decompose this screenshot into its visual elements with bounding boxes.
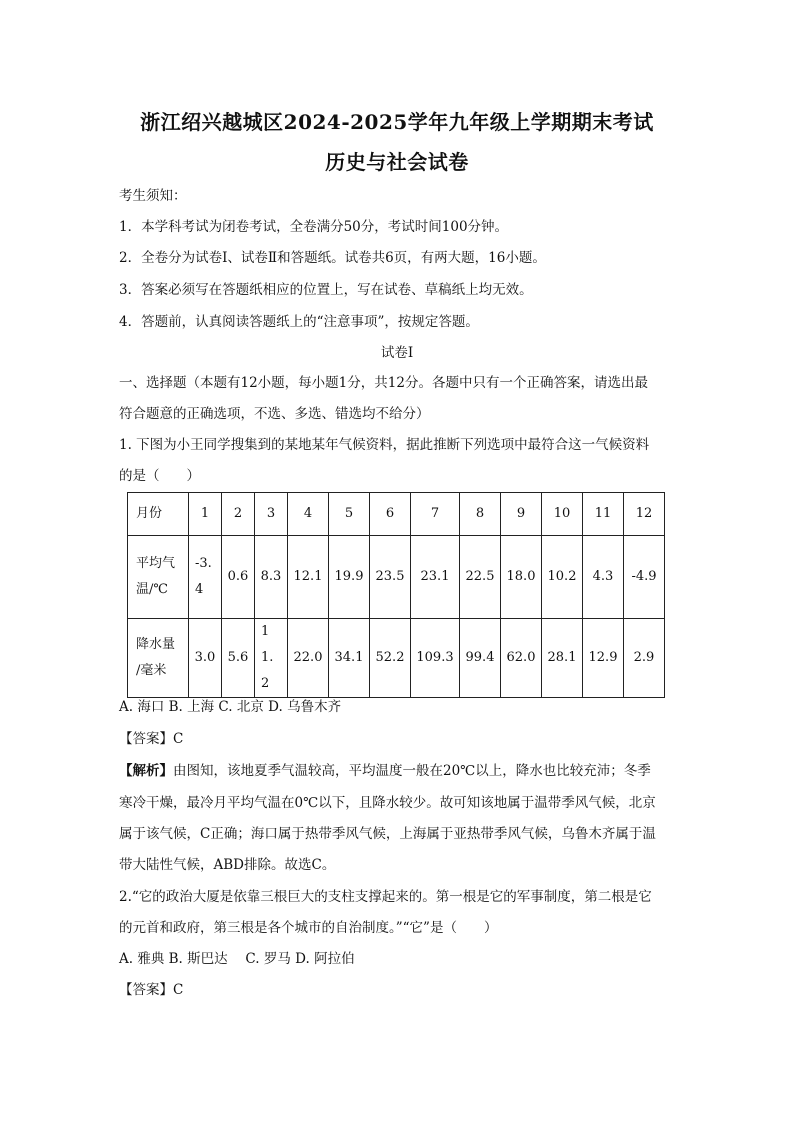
section-intro-line-1: 一、选择题（本题有12小题，每小题1分，共12分。各题中只有一个正确答案，请选出最 [119,375,648,391]
precipitation-cell: 99.4 [460,619,501,698]
precipitation-header [128,619,189,698]
precipitation-cell: 22.0 [288,619,329,698]
month-cell: 6 [370,493,411,536]
temperature-cell: 0.6 [222,536,255,619]
analysis-text: 由图知，该地夏季气温较高，平均温度一般在20℃以上，降水也比较充沛；冬季 [173,763,651,779]
precipitation-cell: 28.1 [542,619,583,698]
precipitation-cell: 5.6 [222,619,255,698]
q1-analysis-line-2: 寒冷干燥，最冷月平均气温在0℃以下，且降水较少。故可知该地属于温带季风气候，北京 [119,795,656,811]
precipitation-cell: 109.3 [411,619,460,698]
table-row-temperature [128,536,665,619]
table-row-months [128,493,665,536]
temperature-cell: 19.9 [329,536,370,619]
notice-heading: 考生须知： [119,188,187,204]
temperature-cell: -4.9 [624,536,665,619]
analysis-label: 【解析】 [119,763,173,779]
precipitation-cell: 34.1 [329,619,370,698]
q2-answer: 【答案】C [119,982,184,998]
month-cell: 11 [583,493,624,536]
temperature-cell: 10.2 [542,536,583,619]
section-label: 试卷Ⅰ [380,345,414,361]
temperature-header-line-1: 平均气 [136,556,176,571]
notice-item-3: 3．答案必须写在答题纸相应的位置上，写在试卷、草稿纸上均无效。 [119,282,533,298]
month-cell: 4 [288,493,329,536]
precipitation-cell: 52.2 [370,619,411,698]
q2-stem-line-1: 2.“它的政治大厦是依靠三根巨大的支柱支撑起来的。第一根是它的军事制度，第二根是它 [119,889,652,905]
precipitation-cell [255,619,288,698]
temperature-cell: 22.5 [460,536,501,619]
temperature-cell: 8.3 [255,536,288,619]
month-cell: 9 [501,493,542,536]
temperature-cell: 12.1 [288,536,329,619]
exam-subtitle: 历史与社会试卷 [325,150,469,174]
temperature-cell: 4.3 [583,536,624,619]
month-cell: 3 [255,493,288,536]
precipitation-cell: 62.0 [501,619,542,698]
month-cell: 7 [411,493,460,536]
q1-stem-line-2: 的是（ ） [119,468,200,484]
q1-analysis-line-1 [119,762,651,780]
precipitation-cell: 12.9 [583,619,624,698]
precipitation-header-line-1: 降水量 [136,637,176,652]
temperature-cell: 18.0 [501,536,542,619]
table-row-precipitation [128,619,665,698]
temperature-cell [189,536,222,619]
notice-item-1: 1．本学科考试为闭卷考试，全卷满分50分，考试时间100分钟。 [119,219,509,235]
q1-answer: 【答案】C [119,731,184,747]
month-cell: 12 [624,493,665,536]
temperature-cell: 23.1 [411,536,460,619]
precipitation-header-line-2: /毫米 [136,663,167,678]
precipitation-cell: 3.0 [189,619,222,698]
month-cell: 2 [222,493,255,536]
temperature-header [128,536,189,619]
notice-item-4: 4．答题前，认真阅读答题纸上的“注意事项”，按规定答题。 [119,314,479,330]
notice-item-2: 2．全卷分为试卷Ⅰ、试卷Ⅱ和答题纸。试卷共6页，有两大题，16小题。 [119,250,546,266]
temperature-value: -3.4 [195,556,212,597]
q2-options: A. 雅典 B. 斯巴达 C. 罗马 D. 阿拉伯 [119,951,355,967]
precipitation-cell: 2.9 [624,619,665,698]
temperature-header-line-2: 温/℃ [136,582,168,597]
temperature-cell: 23.5 [370,536,411,619]
climate-table [127,492,665,698]
section-intro-line-2: 符合题意的正确选项，不选、多选、错选均不给分） [119,406,430,422]
month-cell: 8 [460,493,501,536]
q2-stem-line-2: 的元首和政府，第三根是各个城市的自治制度。”“它”是（ ） [119,920,498,936]
q1-stem-line-1: 1. 下图为小王同学搜集到的某地某年气候资料，据此推断下列选项中最符合这一气候资料 [119,437,650,453]
q1-options: A. 海口 B. 上海 C. 北京 D. 乌鲁木齐 [119,699,342,715]
month-cell: 10 [542,493,583,536]
month-cell: 5 [329,493,370,536]
month-cell: 1 [189,493,222,536]
q1-analysis-line-4: 带大陆性气候，ABD排除。故选C。 [119,857,336,873]
q1-analysis-line-3: 属于该气候，C正确；海口属于热带季风气候，上海属于亚热带季风气候，乌鲁木齐属于温 [119,826,656,842]
exam-title: 浙江绍兴越城区2024-2025学年九年级上学期期末考试 [140,110,654,134]
precipitation-value: 11.2 [261,624,274,691]
month-header: 月份 [128,493,189,536]
